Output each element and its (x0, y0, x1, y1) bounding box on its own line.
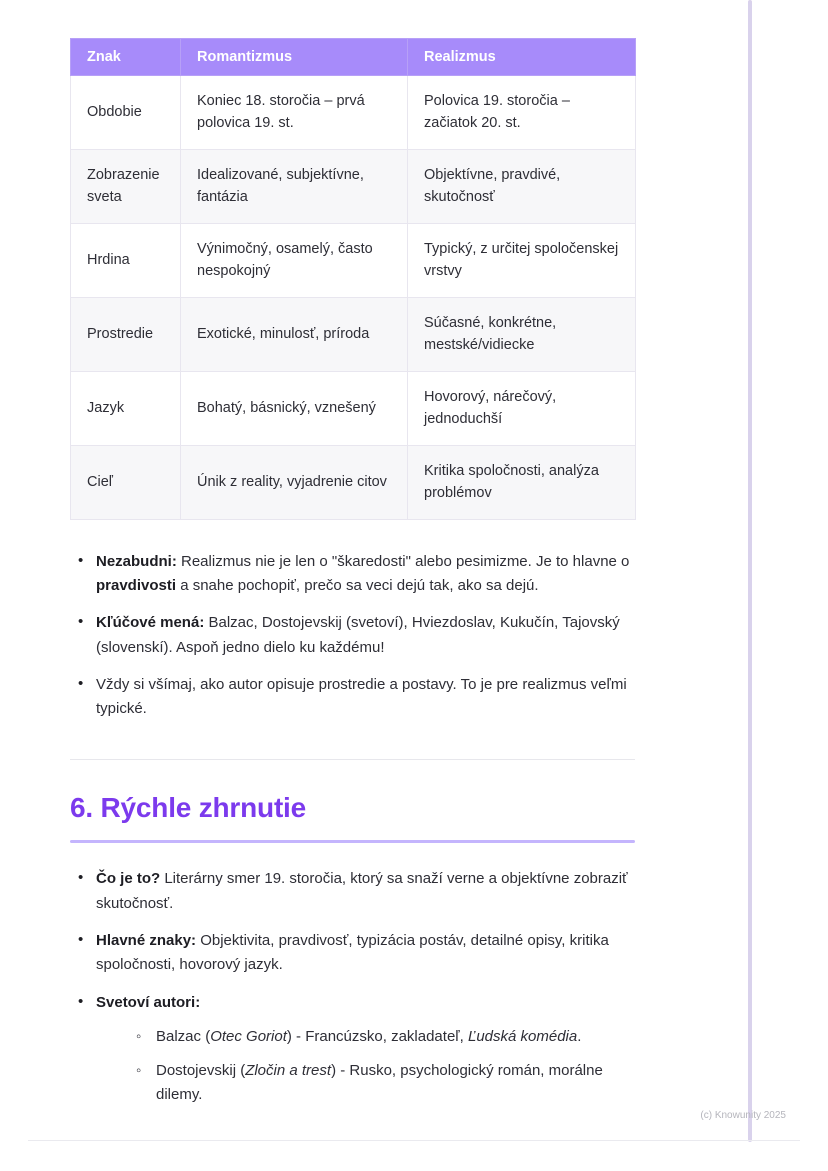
watermark: (c) Knowunity 2025 (700, 1110, 786, 1121)
list-item-text: Svetoví autori: (96, 993, 201, 1011)
scrollbar-track[interactable] (748, 0, 752, 1142)
cell-romantizmus: Bohatý, básnický, vznešený (181, 371, 408, 445)
list-item-text: Kľúčové mená: Balzac, Dostojevskij (svetoví), Hviezdoslav, Kukučín, Tajovský (slovenskí). Aspoň jedno dielo ku každému! (96, 614, 620, 656)
table-row-obdobie (71, 76, 636, 150)
table-row-prostredie (71, 297, 636, 371)
cell-znak: Prostredie (71, 297, 181, 371)
cell-realizmus: Súčasné, konkrétne, mestské/vidiecke (408, 297, 636, 371)
list-item-nezabudni (70, 550, 635, 599)
authors-sublist (96, 1025, 635, 1108)
cell-realizmus: Kritika spoločnosti, analýza problémov (408, 445, 636, 519)
list-item-text: Dostojevskij (Zločin a trest) - Rusko, psychologický román, morálne dilemy. (156, 1062, 603, 1104)
cell-realizmus: Polovica 19. storočia – začiatok 20. st. (408, 76, 636, 150)
comparison-table (70, 38, 636, 520)
sublist-item-balzac (130, 1025, 635, 1049)
summary-list (70, 867, 635, 1107)
page-bottom-edge (28, 1140, 800, 1141)
column-header-romantizmus: Romantizmus (181, 39, 408, 76)
list-item-klucove-mena (70, 611, 635, 660)
cell-znak: Cieľ (71, 445, 181, 519)
list-item-text: Balzac (Otec Goriot) - Francúzsko, zakladateľ, Ľudská komédia. (156, 1027, 582, 1045)
list-item-text: Hlavné znaky: Objektivita, pravdivosť, typizácia postáv, detailné opisy, kritika spoločnosti, hovorový jazyk. (96, 932, 609, 974)
list-item-text: Čo je to? Literárny smer 19. storočia, ktorý sa snaží verne a objektívne zobraziť skutočnosť. (96, 870, 628, 912)
cell-romantizmus: Koniec 18. storočia – prvá polovica 19. st. (181, 76, 408, 150)
list-item-vzdy-si-vsimaj (70, 673, 635, 722)
table-row-jazyk (71, 371, 636, 445)
cell-znak: Obdobie (71, 76, 181, 150)
cell-realizmus: Typický, z určitej spoločenskej vrstvy (408, 223, 636, 297)
section-heading: 6. Rýchle zhrnutie (70, 792, 307, 824)
cell-realizmus: Objektívne, pravdivé, skutočnosť (408, 149, 636, 223)
heading-underline (70, 840, 635, 843)
cell-romantizmus: Výnimočný, osamelý, často nespokojný (181, 223, 408, 297)
column-header-znak: Znak (71, 39, 181, 76)
list-item-text: Nezabudni: Realizmus nie je len o "škaredosti" alebo pesimizme. Je to hlavne o pravdivosti a snahe pochopiť, prečo sa veci dejú tak, ako sa dejú. (96, 552, 630, 594)
cell-znak: Hrdina (71, 223, 181, 297)
list-item-hlavne-znaky (70, 929, 635, 978)
section-divider (70, 759, 635, 760)
table-header-row (71, 39, 636, 76)
cell-znak: Zobrazenie sveta (71, 149, 181, 223)
cell-realizmus: Hovorový, nárečový, jednoduchší (408, 371, 636, 445)
column-header-realizmus: Realizmus (408, 39, 636, 76)
cell-znak: Jazyk (71, 371, 181, 445)
list-item-text: Vždy si všímaj, ako autor opisuje prostredie a postavy. To je pre realizmus veľmi typické. (96, 675, 627, 718)
table-row-hrdina (71, 223, 636, 297)
document-content (70, 38, 635, 1121)
cell-romantizmus: Únik z reality, vyjadrenie citov (181, 445, 408, 519)
list-item-co-je-to (70, 867, 635, 916)
sublist-item-dostojevskij (130, 1059, 635, 1108)
list-item-svetovi-autori (70, 991, 635, 1108)
cell-romantizmus: Exotické, minulosť, príroda (181, 297, 408, 371)
cell-romantizmus: Idealizované, subjektívne, fantázia (181, 149, 408, 223)
table-row-zobrazenie-sveta (71, 149, 636, 223)
table-row-ciel (71, 445, 636, 519)
notes-list (70, 550, 635, 722)
